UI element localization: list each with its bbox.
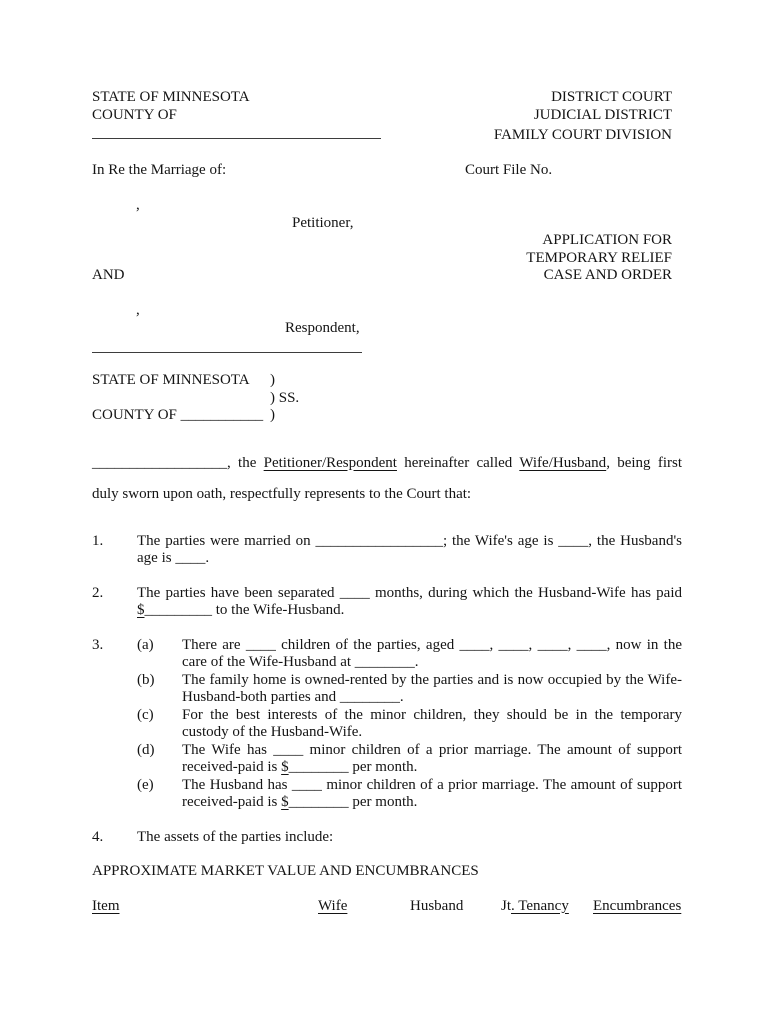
column-header-item: Item xyxy=(92,897,120,914)
court-file-no-label: Court File No. xyxy=(465,162,553,178)
item-3b xyxy=(137,672,682,707)
petitioner-label: Petitioner, xyxy=(292,214,354,231)
item-3d xyxy=(137,742,682,777)
document-title-line-1: APPLICATION FOR xyxy=(542,232,672,248)
venue-ss-label: ) SS. xyxy=(270,389,300,406)
item-3a-letter: (a) xyxy=(137,636,154,653)
item-3e-text: The Husband has ____ minor children of a prior marriage. The amount of support received-paid is $________ per month. xyxy=(182,776,682,810)
assets-table-header-row xyxy=(92,898,702,916)
county-blank-rule xyxy=(92,124,381,139)
item-3 xyxy=(92,637,682,812)
item-4-number: 4. xyxy=(92,828,104,845)
item-3b-letter: (b) xyxy=(137,671,155,688)
court-header-row-1 xyxy=(92,89,672,107)
item-1-number: 1. xyxy=(92,532,104,549)
venue-row-2 xyxy=(92,390,770,408)
respondent-name-comma: , xyxy=(136,302,140,318)
district-court-label: DISTRICT COURT xyxy=(551,89,672,105)
item-2 xyxy=(92,585,682,620)
item-4 xyxy=(92,829,682,847)
item-3c-text: For the best interests of the minor children, they should be in the temporary custody of the Husband-Wife. xyxy=(182,706,682,740)
venue-paren-1: ) xyxy=(270,372,275,388)
item-2-number: 2. xyxy=(92,584,104,601)
petitioner-line xyxy=(92,215,770,233)
venue-row-1 xyxy=(92,372,770,390)
caption-bottom-rule-row xyxy=(92,337,770,355)
family-court-division-label: FAMILY COURT DIVISION xyxy=(493,127,672,143)
item-3c xyxy=(137,707,682,742)
item-1 xyxy=(92,533,682,568)
respondent-line xyxy=(92,320,770,338)
county-of-label: COUNTY OF xyxy=(92,106,177,123)
column-header-wife: Wife xyxy=(318,897,348,914)
venue-state-label: STATE OF MINNESOTA xyxy=(92,372,250,388)
venue-block xyxy=(92,372,770,425)
item-3e xyxy=(137,777,682,812)
item-1-text: The parties were married on _________________; the Wife's age is ____, the Husband's age is ____. xyxy=(137,532,682,566)
petitioner-name-comma: , xyxy=(136,197,140,213)
document-title-line-2: TEMPORARY RELIEF xyxy=(526,249,672,266)
court-header-row-2 xyxy=(92,107,672,125)
item-3-number: 3. xyxy=(92,636,104,653)
item-3e-letter: (e) xyxy=(137,776,154,793)
state-of-minnesota-label: STATE OF MINNESOTA xyxy=(92,89,250,105)
item-3a xyxy=(137,637,682,672)
and-label: AND xyxy=(92,267,125,283)
judicial-district-label: JUDICIAL DISTRICT xyxy=(533,106,672,123)
venue-row-3 xyxy=(92,407,770,425)
venue-county-label: COUNTY OF ___________ xyxy=(92,407,264,423)
column-header-encumbrances: Encumbrances xyxy=(593,897,682,914)
court-header-row-3 xyxy=(92,124,672,145)
affiant-intro-paragraph: __________________, the Petitioner/Respondent hereinafter called Wife/Husband, being first duly sworn upon oath, respectfully represents to the Court that: xyxy=(92,454,682,502)
respondent-label: Respondent, xyxy=(285,319,360,336)
caption-row xyxy=(92,162,682,180)
item-2-text: The parties have been separated ____ months, during which the Husband-Wife has paid $_________ to the Wife-Husband. xyxy=(137,584,682,618)
item-3a-text: There are ____ children of the parties, aged ____, ____, ____, ____, now in the care of the Wife-Husband at ________. xyxy=(182,636,682,670)
column-header-jt-tenancy: Jt. Tenancy xyxy=(501,897,569,914)
and-row xyxy=(92,267,672,285)
document-title-line-3: CASE AND ORDER xyxy=(543,267,672,283)
item-3b-text: The family home is owned-rented by the parties and is now occupied by the Wife-Husband-both parties and ________. xyxy=(182,671,682,705)
column-header-husband: Husband xyxy=(410,897,464,914)
in-re-marriage-label: In Re the Marriage of: xyxy=(92,162,227,178)
caption-bottom-rule xyxy=(92,338,362,353)
item-3d-text: The Wife has ____ minor children of a prior marriage. The amount of support received-paid is $________ per month. xyxy=(182,741,682,775)
item-3c-letter: (c) xyxy=(137,706,154,723)
assets-section-title: APPROXIMATE MARKET VALUE AND ENCUMBRANCES xyxy=(92,863,479,879)
item-3d-letter: (d) xyxy=(137,741,155,758)
item-4-text: The assets of the parties include: xyxy=(137,828,334,845)
venue-paren-3: ) xyxy=(270,407,275,423)
